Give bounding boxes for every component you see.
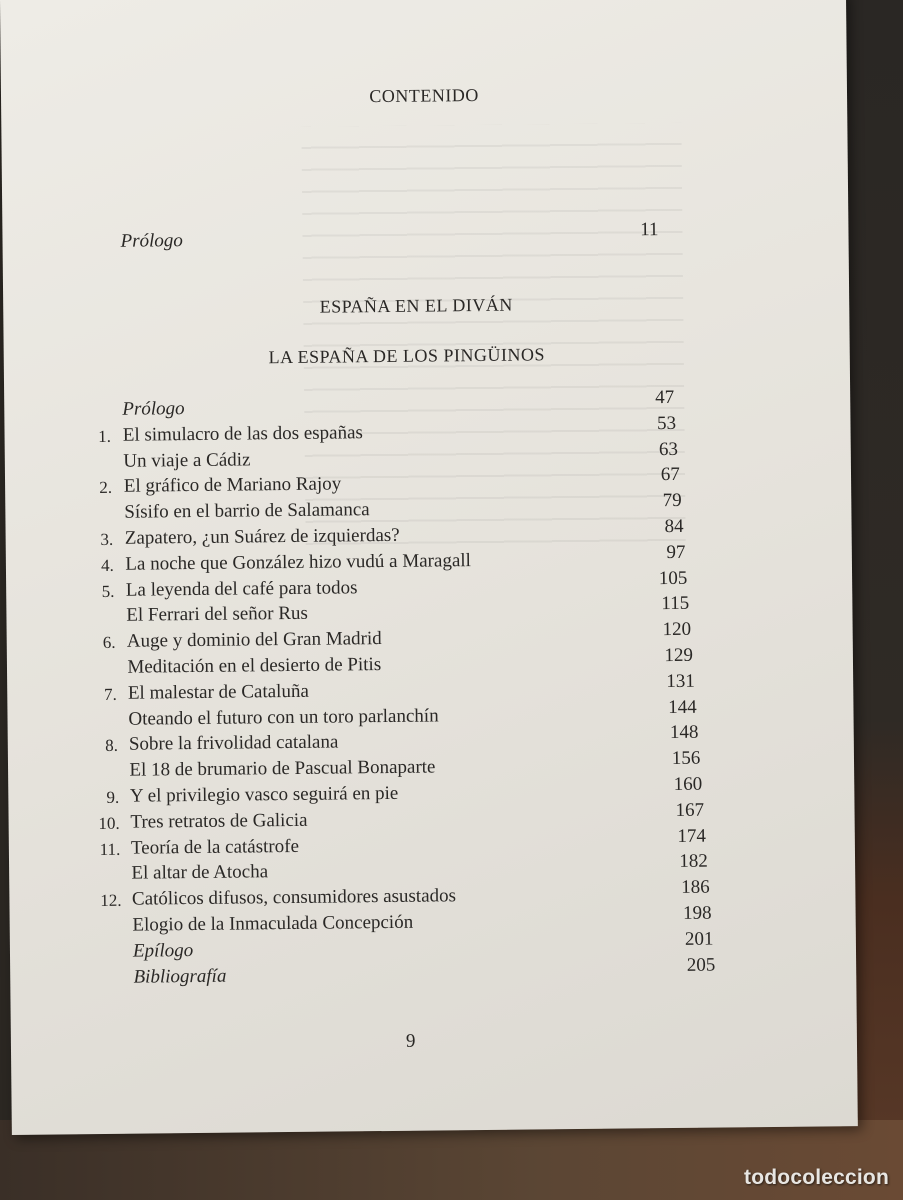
watermark-logo: todocoleccion [744, 1166, 889, 1189]
toc-entry-page: 167 [675, 799, 705, 821]
toc-entry-number: 11. [99, 839, 121, 859]
toc-entry-title: Tres retratos de Galicia [130, 809, 308, 833]
toc-entry-title: Epílogo [132, 939, 194, 962]
toc-entry-page: 105 [658, 567, 688, 589]
toc-entry-page: 131 [666, 670, 695, 692]
toc-entry-page: 174 [677, 825, 707, 847]
toc-entry-page: 129 [664, 644, 694, 667]
toc-entry-page: 120 [662, 618, 692, 641]
toc-entry-page: 201 [684, 928, 714, 950]
toc-entry-page: 67 [660, 464, 680, 486]
toc-entry-page: 160 [673, 773, 703, 795]
front-prologue-page: 11 [640, 219, 659, 241]
toc-entry-title: El altar de Atocha [131, 861, 269, 885]
toc-entry-page: 148 [669, 722, 699, 744]
front-prologue-title: Prólogo [120, 230, 183, 252]
toc-entry-title: La leyenda del café para todos [125, 576, 358, 601]
toc-entry-page: 186 [681, 876, 710, 899]
toc-entry-page: 182 [679, 851, 708, 873]
toc-entry-number: 9. [106, 787, 120, 807]
toc-entry-title: El gráfico de Mariano Rajoy [123, 473, 342, 498]
toc-entry-number: 6. [102, 633, 116, 653]
toc-entry-page: 79 [662, 490, 682, 512]
toc-entry-title: Prólogo [122, 398, 185, 420]
toc-entry-number: 8. [105, 736, 119, 756]
contents-heading: CONTENIDO [369, 84, 479, 107]
toc-entry-page: 144 [668, 696, 697, 718]
toc-entry-title: Auge y dominio del Gran Madrid [126, 628, 382, 652]
toc-entry-page: 84 [664, 515, 684, 538]
toc-entry-page: 53 [656, 412, 677, 434]
page-number: 9 [405, 1030, 416, 1052]
toc-entry-title: El Ferrari del señor Rus [126, 603, 308, 627]
toc-entry-number: 3. [100, 529, 114, 549]
toc-entry-page: 97 [666, 541, 686, 563]
toc-entry-number: 2. [99, 478, 113, 498]
part-subtitle: LA ESPAÑA DE LOS PINGÜINOS [268, 344, 546, 368]
toc-entry-title: Zapatero, ¿un Suárez de izquierdas? [124, 524, 400, 549]
toc-entry-title: Sobre la frivolidad catalana [128, 731, 339, 756]
toc-entry-title: El malestar de Cataluña [127, 680, 309, 704]
toc-entry-number: 10. [98, 813, 120, 833]
toc-entry-title: Y el privilegio vasco seguirá en pie [129, 782, 399, 807]
toc-entry-page: 156 [671, 747, 701, 770]
toc-entry-title: Oteando el futuro con un toro parlanchín [128, 705, 439, 730]
toc-entry-title: Un viaje a Cádiz [123, 448, 251, 472]
toc-entry-page: 63 [658, 438, 679, 460]
toc-entry-title: Teoría de la catástrofe [130, 835, 300, 859]
toc-entry-title: Elogio de la Inmaculada Concepción [132, 911, 414, 936]
part-title: ESPAÑA EN EL DIVÁN [319, 294, 513, 317]
toc-entry-title: El simulacro de las dos españas [122, 422, 363, 446]
toc-entry-title: Bibliografía [133, 965, 227, 988]
toc-entry-title: Meditación en el desierto de Pitis [127, 654, 382, 678]
toc-entry-title: Sísifo en el barrio de Salamanca [124, 499, 370, 523]
toc-entry-title: El 18 de brumario de Pascual Bonaparte [129, 756, 436, 781]
toc-entry-number: 7. [103, 684, 117, 704]
toc-entry-number: 4. [100, 555, 114, 575]
toc-entry-page: 47 [655, 386, 675, 409]
toc-entry-page: 205 [686, 954, 716, 976]
toc-entry-number: 1. [98, 426, 111, 446]
toc-entry-number: 12. [100, 890, 122, 911]
show-through-text [301, 123, 685, 547]
toc-entry-title: La noche que González hizo vudú a Maragall [125, 549, 471, 575]
toc-entry-title: Católicos difusos, consumidores asustados [131, 885, 457, 910]
toc-entry-page: 198 [682, 902, 712, 924]
toc-entry-number: 5. [101, 581, 115, 601]
toc-entry-page: 115 [661, 593, 690, 615]
